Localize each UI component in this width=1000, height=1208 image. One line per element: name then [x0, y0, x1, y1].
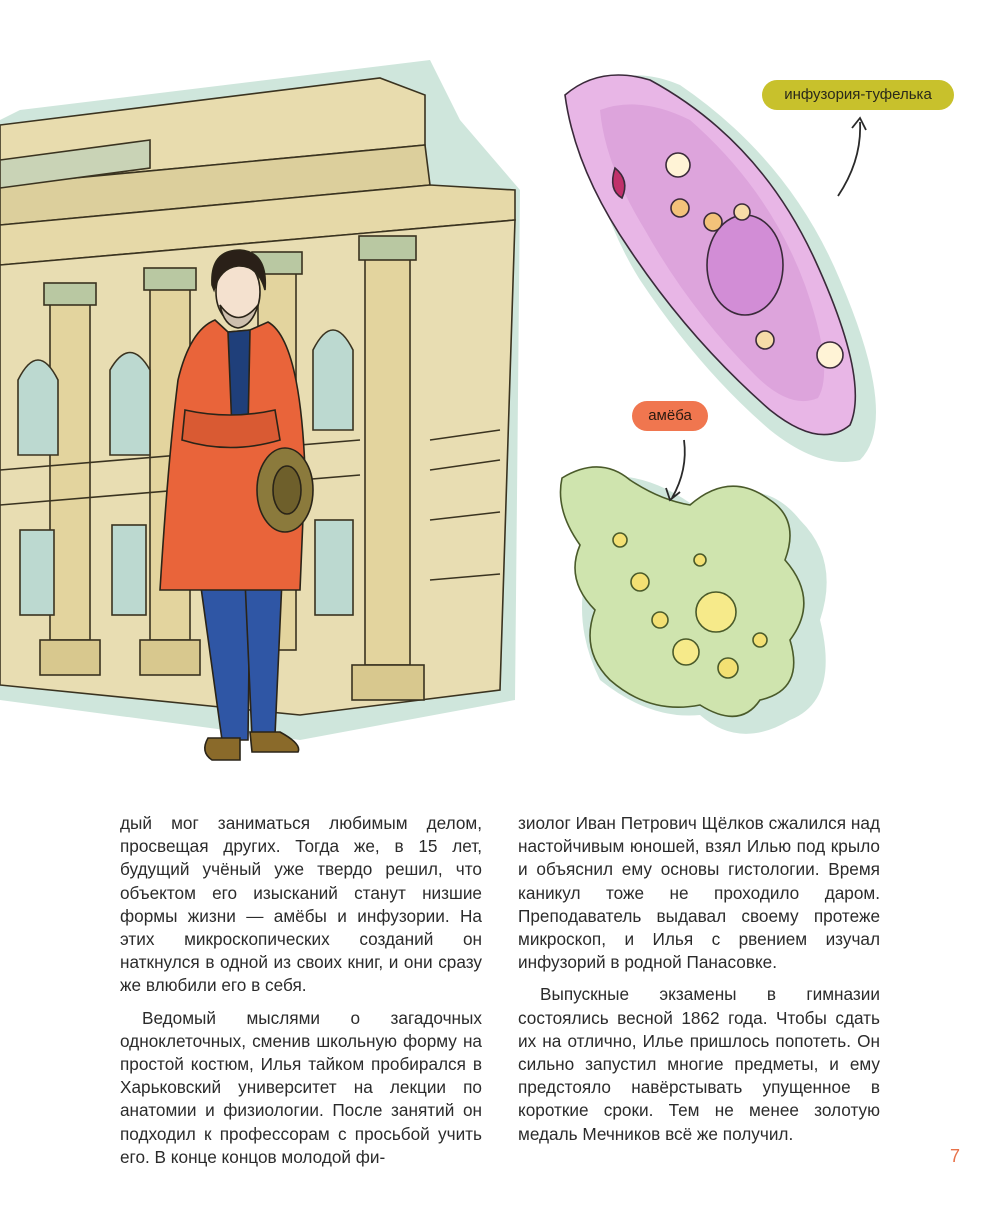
- paragraph: Ведомый мыслями о загадочных одноклеточных, сменив школьную форму на простой костюм, Илья тайком пробирался в Харьковский университет на лекции по анатомии и физиологии. После занятий он подходил к профессорам с просьбой учить его. В конце концов молодой фи-: [120, 1007, 482, 1167]
- infusoria-illustration: [565, 75, 855, 435]
- paragraph: Выпускные экзамены в гимназии состоялись весной 1862 года. Чтобы сдать их на отлично, Илье пришлось попотеть. Он сильно запустил многие предметы, и ему предстояло навёрстывать упущенное в короткие сроки. Тем не менее золотую медаль Мечников всё же получил.: [518, 984, 880, 1144]
- ameba-label: амёба: [632, 401, 708, 431]
- left-text-column: [120, 812, 482, 1169]
- paragraph: зиолог Иван Петрович Щёлков сжалился над настойчивым юношей, взял Илью под крыло и объяснил ему основы гистологии. Время каникул тоже не проходило даром. Преподаватель выдавал своему протеже микроскоп, и Илья с рвением изучал инфузорий в родной Панасовке.: [518, 813, 880, 973]
- infusoria-label: инфузория-туфелька: [762, 80, 954, 110]
- page-number: 7: [950, 1146, 961, 1166]
- ameba-illustration: [560, 467, 803, 716]
- paragraph: дый мог заниматься любимым делом, просвещая других. Тогда же, в 15 лет, будущий учёный уже твердо решил, что объектом его изысканий станут низшие формы жизни — амёбы и инфузории. На этих микроскопических созданий он наткнулся в одной из своих книг, и они сразу же влюбили его в себя.: [120, 813, 482, 996]
- infusoria-arrow: [838, 118, 866, 196]
- right-text-column: [518, 812, 880, 1146]
